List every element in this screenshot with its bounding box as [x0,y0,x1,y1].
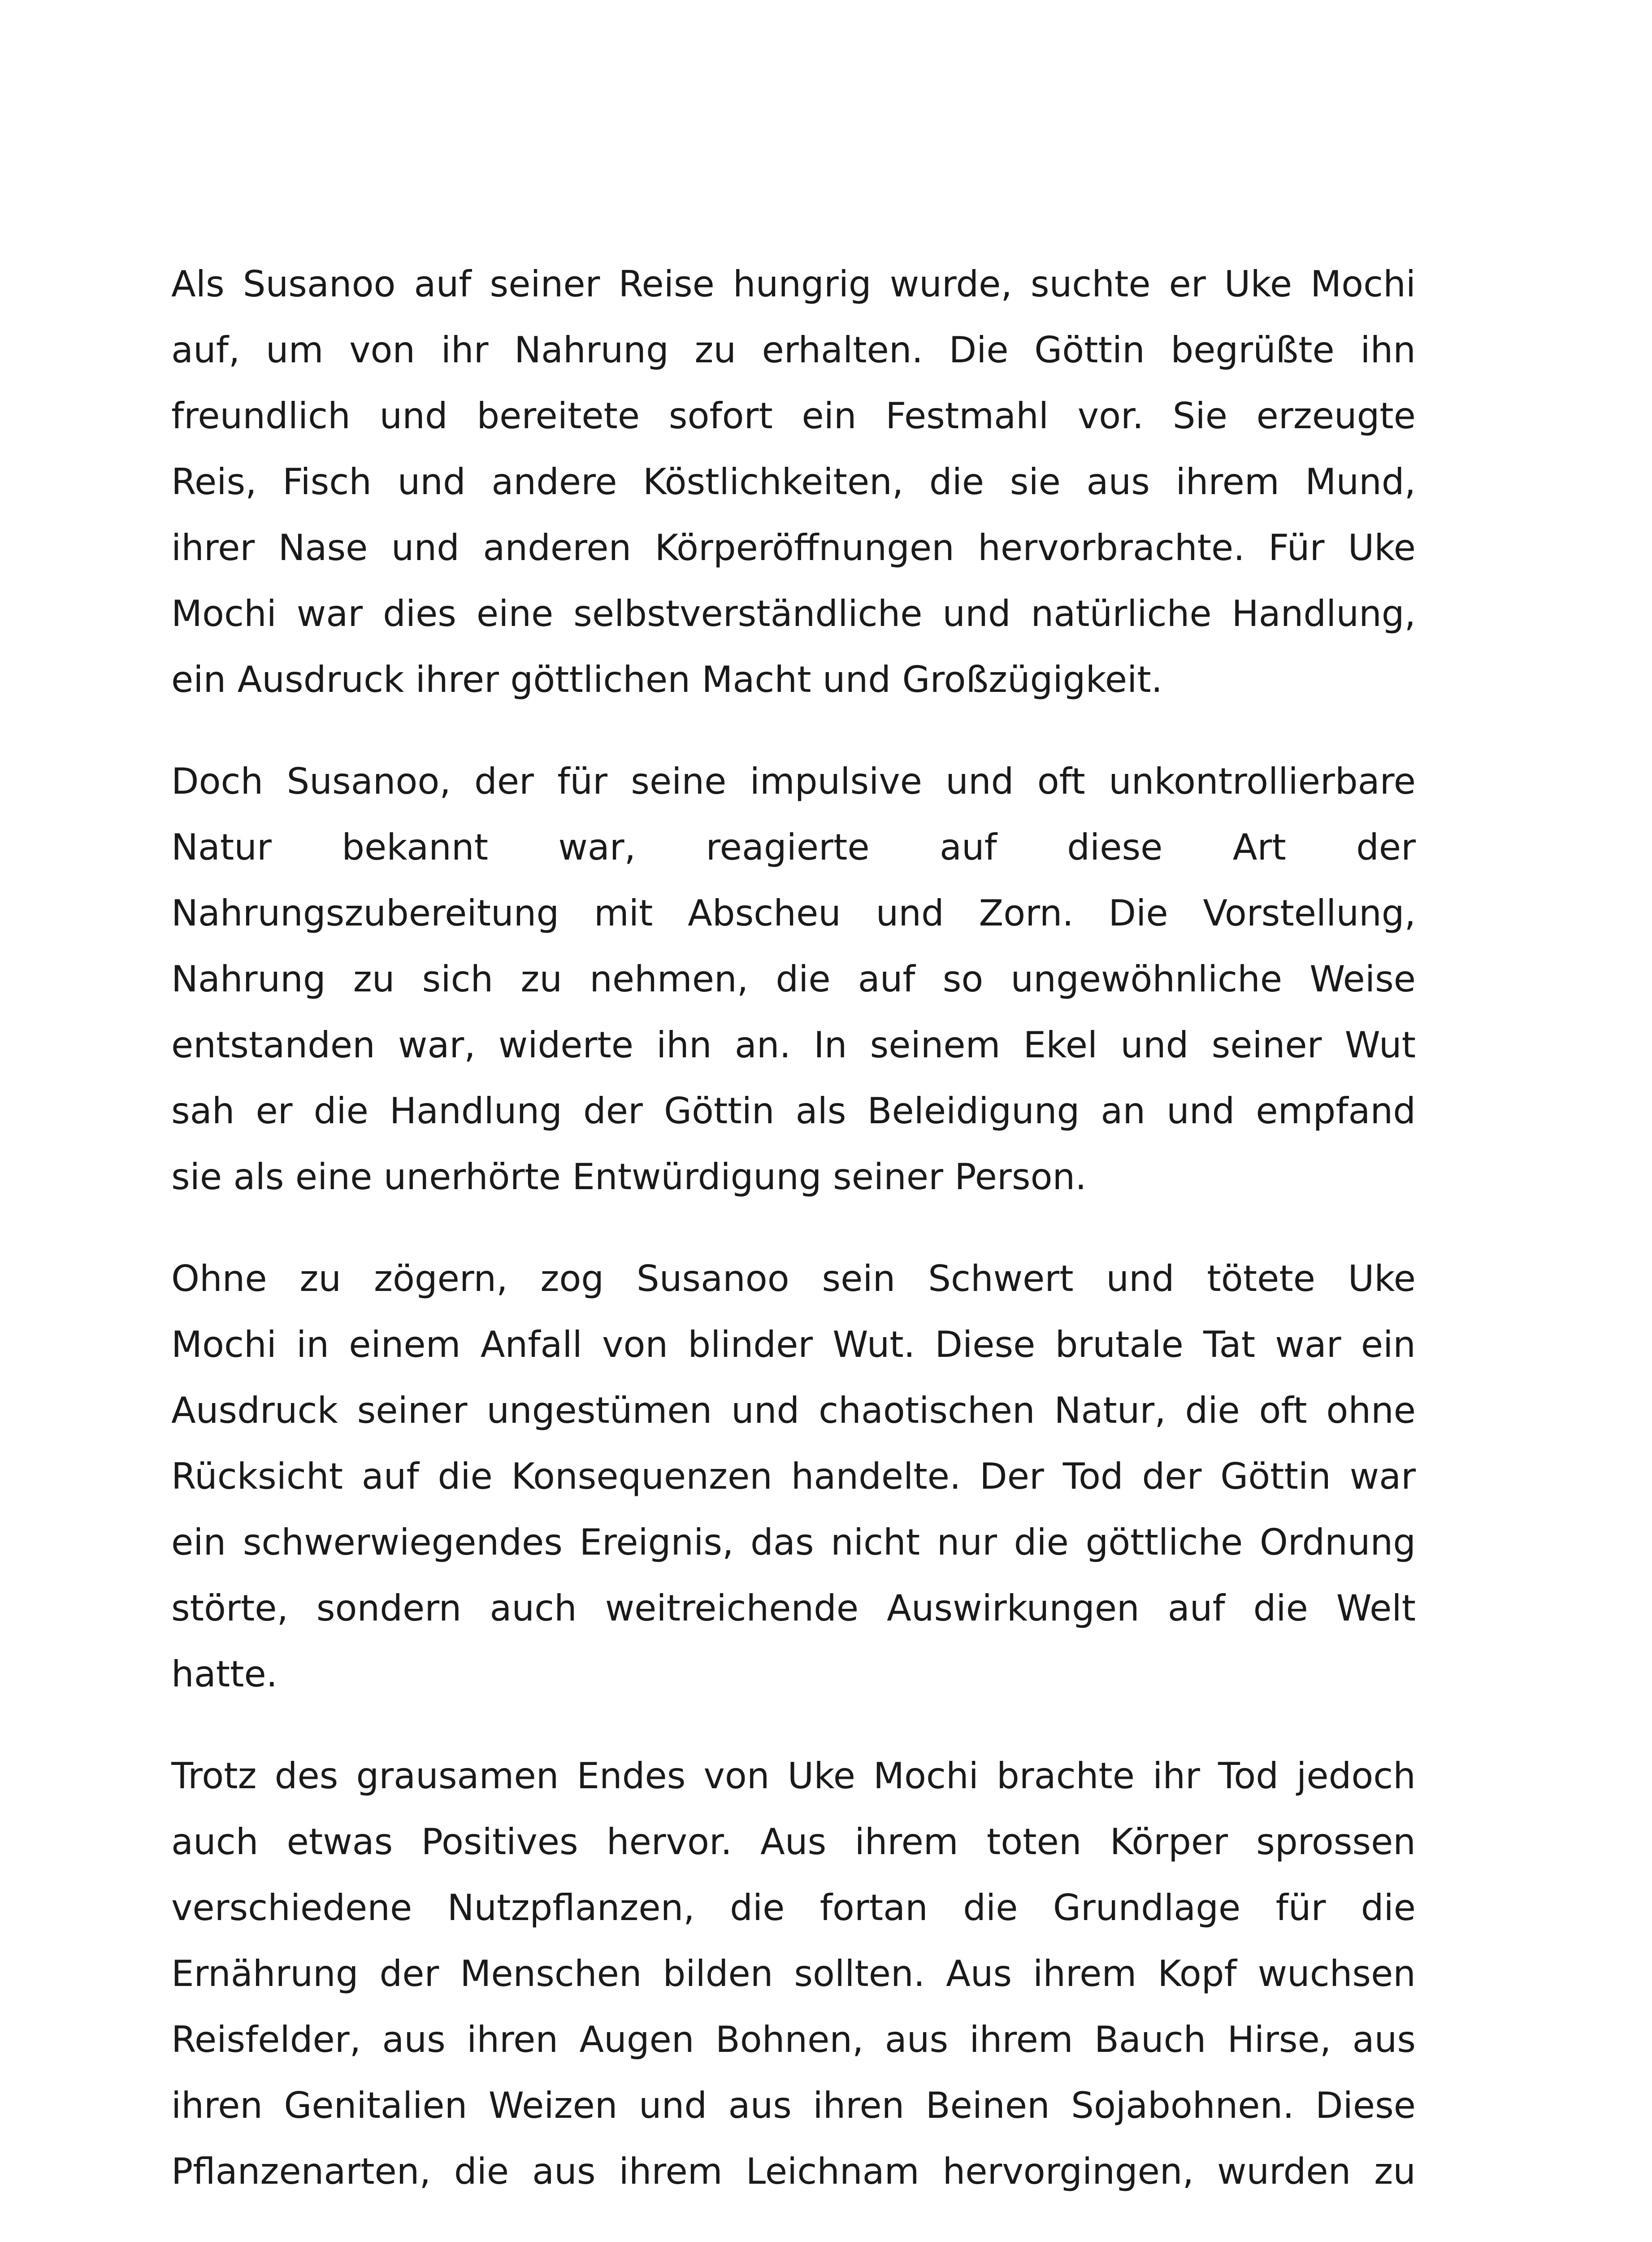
paragraph-4 [171,1743,1416,2204]
text-line: Nahrungszubereitung mit Abscheu und Zorn. Die Vorstellung, [171,892,1416,934]
text-line: auch etwas Positives hervor. Aus ihrem toten Körper sprossen [171,1821,1416,1863]
text-line: Reis, Fisch und andere Köstlichkeiten, die sie aus ihrem Mund, [171,461,1416,503]
text-line: freundlich und bereitete sofort ein Festmahl vor. Sie erzeugte [171,395,1416,437]
text-line: Trotz des grausamen Endes von Uke Mochi brachte ihr Tod jedoch [171,1755,1416,1797]
text-line: Reisfelder, aus ihren Augen Bohnen, aus ihrem Bauch Hirse, aus [171,2019,1416,2060]
text-line: ein Ausdruck ihrer göttlichen Macht und Großzügigkeit. [171,659,1163,700]
text-line: ihren Genitalien Weizen und aus ihren Beinen Sojabohnen. Diese [171,2085,1416,2126]
text-line: Ohne zu zögern, zog Susanoo sein Schwert und tötete Uke [171,1258,1416,1299]
text-line: Pflanzenarten, die aus ihrem Leichnam hervorgingen, wurden zu [171,2151,1416,2192]
text-line: ein schwerwiegendes Ereignis, das nicht nur die göttliche Ordnung [171,1521,1416,1563]
paragraph-2 [171,748,1416,1210]
text-line: Natur bekannt war, reagierte auf diese Art der [171,826,1416,868]
text-line: sie als eine unerhörte Entwürdigung seiner Person. [171,1156,1087,1198]
text-line: Als Susanoo auf seiner Reise hungrig wurde, suchte er Uke Mochi [171,263,1416,305]
text-line: entstanden war, widerte ihn an. In seinem Ekel und seiner Wut [171,1024,1416,1066]
text-line: verschiedene Nutzpflanzen, die fortan die Grundlage für die [171,1887,1416,1929]
text-line: störte, sondern auch weitreichende Auswirkungen auf die Welt [171,1587,1416,1629]
text-line: Ernährung der Menschen bilden sollten. Aus ihrem Kopf wuchsen [171,1953,1416,1994]
paragraph-3 [171,1246,1416,1707]
text-line: Doch Susanoo, der für seine impulsive und oft unkontrollierbare [171,760,1416,802]
text-line: ihrer Nase und anderen Körperöffnungen hervorbrachte. Für Uke [171,527,1416,569]
text-line: Mochi war dies eine selbstverständliche und natürliche Handlung, [171,593,1416,634]
text-line: Ausdruck seiner ungestümen und chaotischen Natur, die oft ohne [171,1390,1416,1431]
text-line: Mochi in einem Anfall von blinder Wut. Diese brutale Tat war ein [171,1324,1416,1365]
text-line: sah er die Handlung der Göttin als Beleidigung an und empfand [171,1090,1416,1132]
text-line: auf, um von ihr Nahrung zu erhalten. Die Göttin begrüßte ihn [171,329,1416,371]
text-line: Nahrung zu sich zu nehmen, die auf so ungewöhnliche Weise [171,958,1416,1000]
page-body [171,251,1416,2240]
paragraph-1 [171,251,1416,713]
text-line: Rücksicht auf die Konsequenzen handelte. Der Tod der Göttin war [171,1456,1416,1497]
text-line: hatte. [171,1653,278,1695]
